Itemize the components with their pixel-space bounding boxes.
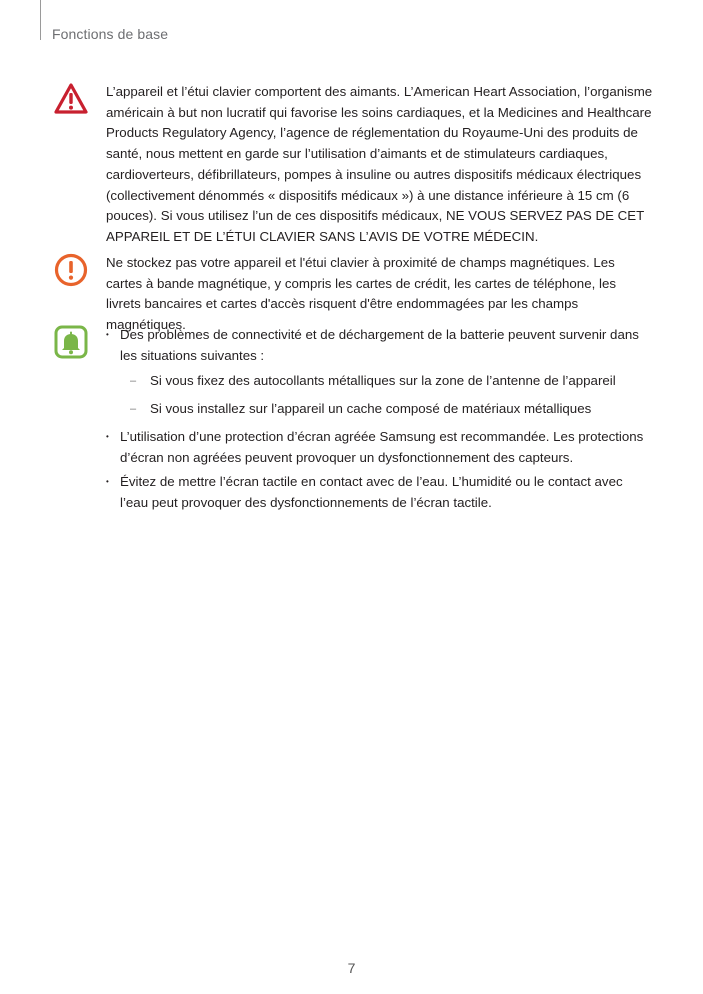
list-item: [106, 472, 654, 513]
caution-circle-icon: [54, 253, 88, 287]
notice-list: [106, 325, 654, 514]
notice-text: [106, 325, 654, 518]
list-item-text: L’utilisation d’une protection d’écran agréée Samsung est recommandée. Les protections d’écran non agréées peuvent provoquer un dysfonctionnement des capteurs.: [120, 428, 644, 465]
sub-list: [120, 371, 654, 419]
section-title: Fonctions de base: [52, 26, 169, 42]
warning-text: L’appareil et l’étui clavier comportent des aimants. L’American Heart Association, l’organisme américain à but non lucratif qui favorise les soins cardiaques, et la Medicines and Healthcare Products Regulatory Agency, l’agence de réglementation du Royaume-Uni des produits de santé, nous mettent en garde sur l’utilisation d’aimants et de stimulateurs cardiaques, cardioverteurs, défibrillateurs, pompes à insuline ou autres dispositifs médicaux électriques (collectivement dénommés « dispositifs médicaux ») à une distance inférieure à 15 cm (6 pouces). Si vous utilisez l’un de ces dispositifs médicaux, NE VOUS SERVEZ PAS DE CET APPAREIL ET DE L’ÉTUI CLAVIER SANS L’AVIS DE VOTRE MÉDECIN.: [106, 84, 653, 244]
list-item-text: Évitez de mettre l’écran tactile en contact avec de l’eau. L’humidité ou le contact avec l’eau peut provoquer des dysfonctionnements de l’écran tactile.: [120, 474, 623, 510]
caution-text: Ne stockez pas votre appareil et l'étui clavier à proximité de champs magnétiques. Les cartes à bande magnétique, y compris les cartes de crédit, les cartes de téléphone, les livrets bancaires et cartes d'accès risquent d'être endommagées par les champs magnétiques.: [106, 255, 616, 333]
list-item: [106, 427, 654, 468]
header-divider: [40, 0, 41, 40]
page-number: 7: [347, 960, 356, 976]
list-item-text: Des problèmes de connectivité et de déchargement de la batterie peuvent survenir dans les situations suivantes :: [120, 327, 639, 363]
warning-triangle-icon: [54, 82, 88, 116]
sub-list-item: – Si vous installez sur l’appareil un cache composé de matériaux métalliques: [120, 399, 654, 420]
list-item: [106, 325, 654, 420]
sub-list-item: – Si vous fixez des autocollants métalliques sur la zone de l’antenne de l’appareil: [120, 371, 654, 392]
bell-note-icon: [54, 325, 88, 359]
